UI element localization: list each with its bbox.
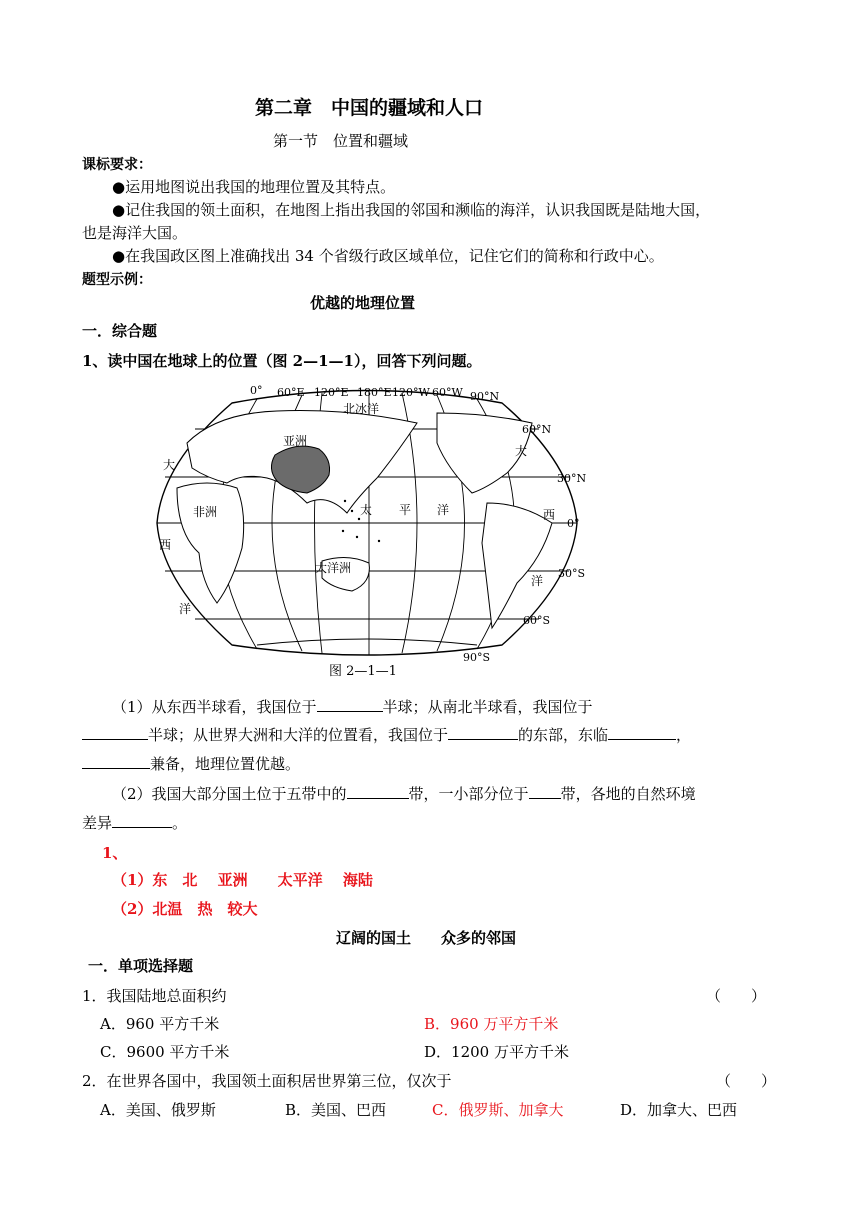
q1-1-text: 的东部，东临	[518, 726, 609, 744]
examples-label: 题型示例：	[82, 272, 152, 288]
answer-paren[interactable]: （ ）	[716, 1072, 777, 1090]
africa-label: 非洲	[193, 505, 218, 519]
part2-heading: 辽阔的国土 众多的邻国	[336, 929, 517, 947]
atlantic-e-label: 洋	[531, 574, 544, 588]
option-b[interactable]: B．美国、巴西	[285, 1101, 387, 1119]
option-a[interactable]: A．960 平方千米	[100, 1015, 220, 1033]
option-c-correct[interactable]: C．俄罗斯、加拿大	[432, 1101, 564, 1119]
q1-1-line1	[112, 695, 593, 717]
q1-1-text: （1）从东西半球看，我国位于	[112, 698, 317, 716]
lon-label: 120°W	[392, 386, 430, 399]
q1-1-text: 半球；从世界大洲和大洋的位置看，我国位于	[148, 726, 449, 744]
option-d[interactable]: D．1200 万平方千米	[424, 1043, 569, 1061]
oceania-label: 大洋洲	[315, 561, 352, 575]
map-caption: 图 2—1—1	[329, 664, 397, 679]
part2-section: 一．单项选择题	[88, 957, 194, 975]
answer-paren[interactable]: （ ）	[706, 987, 767, 1005]
answer-blank[interactable]	[317, 695, 383, 712]
answer-blank[interactable]	[82, 752, 150, 769]
chapter-title: 第二章 中国的疆域和人口	[255, 97, 484, 119]
answer-number: 1、	[102, 844, 128, 862]
option-c[interactable]: C．9600 平方千米	[100, 1043, 230, 1061]
q1-2-text: （2）我国大部分国土位于五带中的	[112, 785, 347, 803]
lon-label: 120°E	[314, 386, 349, 399]
q1-1-line2	[82, 723, 691, 745]
curriculum-item: ●运用地图说出我国的地理位置及其特点。	[112, 178, 396, 196]
atlantic-e-label: 大	[515, 444, 528, 458]
answer-blank[interactable]	[608, 723, 676, 740]
question-stem: 1．我国陆地总面积约	[82, 987, 227, 1005]
option-d[interactable]: D．加拿大、巴西	[620, 1101, 738, 1119]
pacific-label: 太	[360, 503, 373, 517]
answer-blank[interactable]	[448, 723, 518, 740]
curriculum-item-cont: 也是海洋大国。	[82, 224, 188, 242]
answer-line: （2）北温 热 较大	[112, 900, 258, 918]
lat-label: 90°N	[470, 390, 500, 403]
lat-label: 0°	[567, 517, 580, 530]
atlantic-e-label: 西	[543, 508, 556, 522]
q1-2-text: 带，一小部分位于	[408, 785, 529, 803]
answer-line: （1）东 北 亚洲 太平洋 海陆	[112, 871, 373, 889]
q1-1-text: 兼备，地理位置优越。	[150, 755, 301, 773]
q1-1-line3	[82, 752, 300, 774]
pacific-label: 平	[399, 503, 412, 517]
q1-2-line2	[82, 811, 187, 833]
part1-section: 一．综合题	[82, 322, 158, 340]
curriculum-item: ●在我国政区图上准确找出 34 个省级行政区域单位，记住它们的简称和行政中心。	[112, 247, 664, 265]
section-title: 第一节 位置和疆域	[273, 132, 409, 150]
lon-label: 180°E	[357, 386, 392, 399]
arctic-label: 北冰洋	[343, 402, 380, 416]
q1-2-line1	[112, 782, 696, 804]
atlantic-w-label: 洋	[179, 602, 192, 616]
q1-2-text: 。	[172, 814, 188, 832]
world-map	[147, 383, 587, 673]
part1-heading: 优越的地理位置	[310, 294, 416, 312]
curriculum-item: ●记住我国的领土面积，在地图上指出我国的邻国和濒临的海洋，认识我国既是陆地大国，	[112, 201, 711, 219]
lat-label: 90°S	[463, 651, 491, 664]
q1-1-text: 半球；从南北半球看，我国位于	[382, 698, 593, 716]
answer-blank[interactable]	[112, 811, 172, 828]
q1-1-text: ，	[676, 726, 692, 744]
question-1: 1、读中国在地球上的位置（图 2—1—1），回答下列问题。	[82, 352, 482, 370]
answer-blank[interactable]	[347, 782, 409, 799]
lat-label: 60°N	[522, 423, 552, 436]
lon-label: 0°	[250, 384, 263, 397]
atlantic-w-label: 大	[163, 458, 176, 472]
lat-label: 30°N	[557, 472, 587, 485]
curriculum-label: 课标要求：	[82, 157, 152, 173]
lon-label: 60°W	[432, 386, 463, 399]
world-map-figure	[147, 383, 587, 673]
option-a[interactable]: A．美国、俄罗斯	[100, 1101, 216, 1119]
asia-label: 亚洲	[283, 434, 308, 448]
answer-blank[interactable]	[82, 723, 148, 740]
lon-label: 60°E	[277, 386, 305, 399]
lat-label: 30°S	[558, 567, 586, 580]
q1-2-text: 差异	[82, 814, 113, 832]
answer-blank[interactable]	[529, 782, 561, 799]
option-b-correct[interactable]: B．960 万平方千米	[424, 1015, 559, 1033]
lat-label: 60°S	[523, 614, 551, 627]
atlantic-w-label: 西	[159, 538, 172, 552]
question-stem: 2．在世界各国中，我国领土面积居世界第三位，仅次于	[82, 1072, 452, 1090]
q1-2-text: 带，各地的自然环境	[560, 785, 696, 803]
pacific-label: 洋	[437, 503, 450, 517]
